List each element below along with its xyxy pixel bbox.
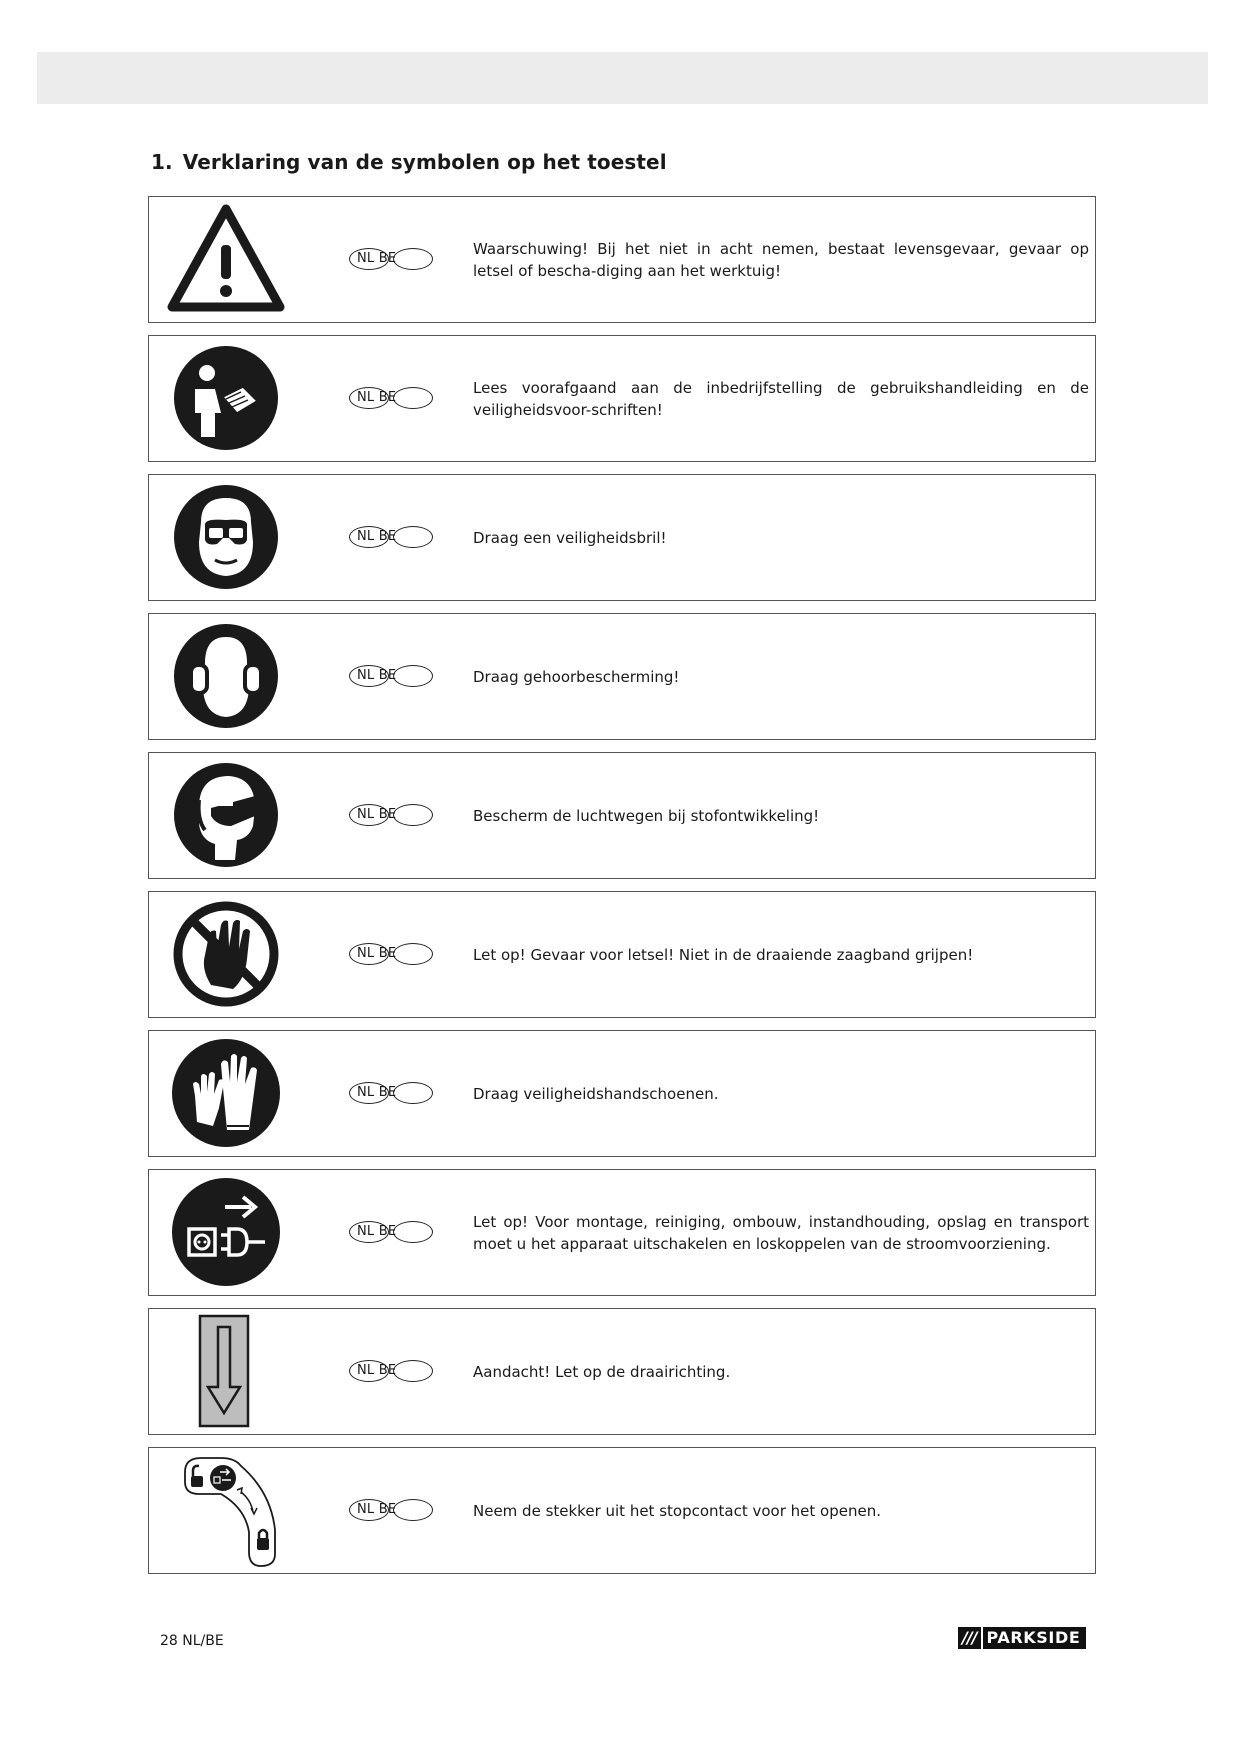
symbol-description: Draag veiligheidshandschoenen.: [473, 1084, 719, 1103]
symbol-row: [148, 891, 1096, 1018]
symbol-description: Draag een veiligheidsbril!: [473, 528, 667, 547]
parkside-logo: [958, 1627, 1086, 1649]
rotation-direction-arrow-icon: [161, 1315, 291, 1427]
unplug-icon: [161, 1176, 291, 1288]
logo-slashes: ///: [958, 1627, 981, 1649]
symbol-row: [148, 613, 1096, 740]
badge-label: NL BE: [357, 1084, 397, 1100]
symbol-row: [148, 1169, 1096, 1296]
nl-be-badge: [349, 943, 435, 967]
badge-label: NL BE: [357, 1501, 397, 1517]
nl-be-badge: [349, 1082, 435, 1106]
symbol-table: [148, 196, 1096, 1586]
symbol-row: [148, 1308, 1096, 1435]
safety-goggles-icon: [161, 481, 291, 593]
symbol-description: Lees voorafgaand aan de inbedrijfstelling de gebruikshandleiding en de veiligheidsvoor-schriften!: [473, 378, 1089, 419]
section-number: 1.: [151, 150, 173, 174]
warning-triangle-icon: [161, 203, 291, 315]
symbol-description: Let op! Voor montage, reiniging, ombouw, instandhouding, opslag en transport moet u het apparaat uitschakelen en loskoppelen van de stroomvoorziening.: [473, 1212, 1089, 1253]
symbol-description: Bescherm de luchtwegen bij stofontwikkeling!: [473, 806, 820, 825]
read-manual-icon: [161, 342, 291, 454]
nl-be-badge: [349, 526, 435, 550]
gloves-icon: [161, 1037, 291, 1149]
symbol-row: [148, 1030, 1096, 1157]
no-hands-icon: [161, 898, 291, 1010]
badge-label: NL BE: [357, 806, 397, 822]
page-number: 28 NL/BE: [160, 1633, 224, 1649]
symbol-description: Draag gehoorbescherming!: [473, 667, 680, 686]
section-title: Verklaring van de symbolen op het toestel: [182, 150, 667, 174]
dust-mask-icon: [161, 759, 291, 871]
logo-brand: PARKSIDE: [983, 1627, 1087, 1649]
nl-be-badge: [349, 387, 435, 411]
badge-label: NL BE: [357, 945, 397, 961]
nl-be-badge: [349, 804, 435, 828]
lock-unplug-icon: [161, 1454, 291, 1566]
nl-be-badge: [349, 1499, 435, 1523]
symbol-row: [148, 474, 1096, 601]
page-title: [151, 150, 667, 174]
badge-label: NL BE: [357, 1362, 397, 1378]
badge-label: NL BE: [357, 1223, 397, 1239]
symbol-row: [148, 752, 1096, 879]
symbol-row: [148, 1447, 1096, 1574]
page-top-band: [37, 52, 1208, 104]
badge-label: NL BE: [357, 250, 397, 266]
symbol-description: Waarschuwing! Bij het niet in acht nemen, bestaat levensgevaar, gevaar op letsel of bescha-diging aan het werktuig!: [473, 239, 1089, 280]
nl-be-badge: [349, 665, 435, 689]
nl-be-badge: [349, 1221, 435, 1245]
symbol-description: Aandacht! Let op de draairichting.: [473, 1362, 731, 1381]
nl-be-badge: [349, 248, 435, 272]
badge-label: NL BE: [357, 389, 397, 405]
ear-protection-icon: [161, 620, 291, 732]
symbol-description: Let op! Gevaar voor letsel! Niet in de draaiende zaagband grijpen!: [473, 945, 974, 964]
badge-label: NL BE: [357, 667, 397, 683]
nl-be-badge: [349, 1360, 435, 1384]
symbol-description: Neem de stekker uit het stopcontact voor het openen.: [473, 1501, 881, 1520]
symbol-row: [148, 196, 1096, 323]
symbol-row: [148, 335, 1096, 462]
badge-label: NL BE: [357, 528, 397, 544]
